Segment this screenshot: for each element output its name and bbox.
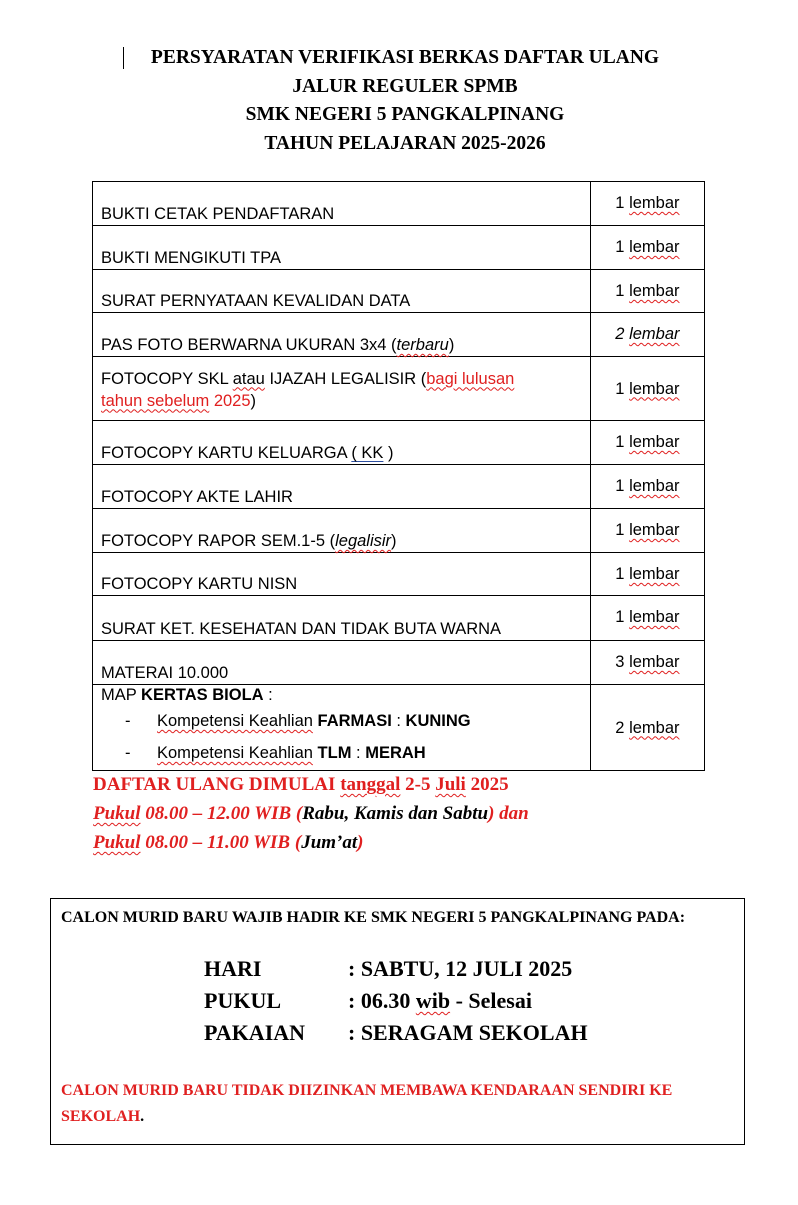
attendance-value-c: - Selesai <box>450 988 532 1013</box>
requirement-qty <box>590 182 704 226</box>
table-row <box>93 596 705 641</box>
requirement-qty <box>590 226 704 270</box>
qty-number: 1 <box>615 238 625 256</box>
schedule-dates: 2-5 <box>400 774 436 795</box>
attendance-value-b: wib <box>415 988 451 1013</box>
schedule-year: 2025 <box>465 774 509 795</box>
item-text-end: ) <box>391 532 397 550</box>
requirements-table <box>92 181 705 771</box>
attendance-key: PUKUL <box>204 988 281 1013</box>
qty-number: 1 <box>615 477 625 495</box>
map-option-label: Kompetensi Keahlian <box>157 744 313 762</box>
item-text: BUKTI MENGIKUTI TPA <box>101 249 281 267</box>
attendance-row <box>204 953 588 985</box>
table-row <box>93 421 705 465</box>
item-text: SURAT KET. KESEHATAN DAN TIDAK BUTA WARNA <box>101 620 502 638</box>
item-text: FOTOCOPY KARTU NISN <box>101 575 298 593</box>
item-text-mid: IJAZAH LEGALISIR ( <box>264 369 427 388</box>
qty-number: 1 <box>615 565 625 583</box>
attendance-value: : SABTU, 12 JULI 2025 <box>348 956 573 981</box>
map-option-color: MERAH <box>365 744 426 762</box>
schedule-word: Pukul <box>93 803 141 824</box>
requirement-qty <box>590 270 704 313</box>
schedule-end: ) <box>357 832 364 853</box>
qty-number: 2 <box>615 718 625 737</box>
schedule-hours: 08.00 – 11.00 WIB ( <box>140 832 302 853</box>
map-option <box>101 705 590 737</box>
qty-number: 3 <box>615 653 625 671</box>
requirement-item <box>93 641 591 685</box>
qty-unit: lembar <box>629 477 680 495</box>
qty-unit: lembar <box>629 238 680 256</box>
table-row <box>93 641 705 685</box>
attendance-value-a: : 06.30 <box>348 988 416 1013</box>
requirement-qty <box>590 641 704 685</box>
attendance-box <box>50 898 745 1145</box>
requirement-item <box>93 357 591 421</box>
item-text-end: ) <box>383 444 394 462</box>
qty-unit: lembar <box>629 521 680 539</box>
requirement-qty <box>590 509 704 553</box>
attendance-details <box>204 953 588 1049</box>
item-text: FOTOCOPY RAPOR SEM.1-5 ( <box>101 532 336 550</box>
requirement-item <box>93 270 591 313</box>
qty-unit: lembar <box>629 433 680 451</box>
schedule-line-2 <box>93 799 529 828</box>
qty-unit: lembar <box>629 194 680 212</box>
dash-bullet: - <box>125 712 131 730</box>
qty-number: 1 <box>615 194 625 212</box>
schedule-days: Rabu, Kamis dan Sabtu <box>302 803 489 824</box>
attendance-key: PAKAIAN <box>204 1020 306 1045</box>
requirement-qty <box>590 465 704 509</box>
requirement-item <box>93 182 591 226</box>
item-note: legalisir <box>335 532 392 550</box>
requirement-item <box>93 313 591 357</box>
map-bold: KERTAS BIOLA <box>141 686 264 704</box>
requirement-qty <box>590 357 704 421</box>
requirement-item <box>93 226 591 270</box>
map-option-program: FARMASI <box>317 712 392 730</box>
table-row <box>93 465 705 509</box>
schedule-word: Pukul <box>93 832 141 853</box>
map-option-color: KUNING <box>405 712 471 730</box>
title-line-4: TAHUN PELAJARAN 2025-2026 <box>264 132 546 154</box>
requirement-qty <box>590 685 704 771</box>
schedule-month: Juli <box>435 774 466 795</box>
qty-number: 1 <box>615 433 625 451</box>
table-row <box>93 509 705 553</box>
requirement-qty <box>590 313 704 357</box>
schedule-notice <box>93 770 529 857</box>
attendance-row <box>204 985 588 1017</box>
requirement-item <box>93 421 591 465</box>
attendance-heading: CALON MURID BARU WAJIB HADIR KE SMK NEGERI 5 PANGKALPINANG PADA: <box>61 909 686 926</box>
table-row <box>93 270 705 313</box>
requirement-qty <box>590 596 704 641</box>
qty-number: 1 <box>615 379 625 398</box>
qty-number: 1 <box>615 608 625 626</box>
item-text-or: atau <box>232 369 265 388</box>
requirement-item-map <box>93 685 591 771</box>
qty-unit: lembar <box>629 608 680 626</box>
requirement-item <box>93 553 591 596</box>
qty-number: 1 <box>615 521 625 539</box>
warning-text: CALON MURID BARU TIDAK DIIZINKAN MEMBAWA KENDARAAN SENDIRI KE SEKOLAH <box>61 1082 673 1125</box>
map-option-sep: : <box>391 712 406 730</box>
dash-bullet: - <box>125 744 131 762</box>
qty-unit: lembar <box>629 565 680 583</box>
table-row <box>93 182 705 226</box>
requirement-item <box>93 596 591 641</box>
map-option-sep: : <box>351 744 366 762</box>
map-title <box>101 685 590 705</box>
item-text: FOTOCOPY AKTE LAHIR <box>101 488 293 506</box>
qty-unit: lembar <box>629 379 680 398</box>
schedule-line-3 <box>93 828 529 857</box>
map-prefix: MAP <box>101 686 142 704</box>
schedule-line-1 <box>93 770 529 799</box>
qty-unit: lembar <box>629 325 680 343</box>
warning-period: . <box>140 1108 145 1125</box>
requirement-item <box>93 509 591 553</box>
item-text: BUKTI CETAK PENDAFTARAN <box>101 205 335 223</box>
requirement-qty <box>590 421 704 465</box>
map-option <box>101 737 590 769</box>
schedule-text: DAFTAR ULANG DIMULAI <box>93 774 341 795</box>
title-line-1: PERSYARATAN VERIFIKASI BERKAS DAFTAR ULANG <box>150 47 660 68</box>
item-text: FOTOCOPY KARTU KELUARGA <box>101 444 352 462</box>
schedule-word: tanggal <box>340 774 401 795</box>
item-note: terbaru <box>396 336 449 354</box>
item-text: PAS FOTO BERWARNA UKURAN 3x4 ( <box>101 336 397 354</box>
map-option-program: TLM <box>317 744 352 762</box>
schedule-end: ) dan <box>488 803 529 824</box>
qty-unit: lembar <box>629 653 680 671</box>
title-line-2: JALUR REGULER SPMB <box>292 75 518 97</box>
schedule-days: Jum’at <box>301 832 358 853</box>
item-text: SURAT PERNYATAAN KEVALIDAN DATA <box>101 292 411 310</box>
requirement-qty <box>590 553 704 596</box>
attendance-key: HARI <box>204 956 262 981</box>
vehicle-warning <box>61 1078 721 1130</box>
qty-unit: lembar <box>629 718 680 737</box>
attendance-value: : SERAGAM SEKOLAH <box>348 1020 588 1045</box>
table-row-map <box>93 685 705 771</box>
item-note-cont: tahun sebelum <box>101 391 210 410</box>
table-row <box>93 226 705 270</box>
item-text-end: ) <box>250 391 257 410</box>
attendance-value <box>348 985 532 1017</box>
table-row <box>93 357 705 421</box>
item-text: MATERAI 10.000 <box>101 664 229 682</box>
schedule-hours: 08.00 – 12.00 WIB ( <box>140 803 303 824</box>
document-title <box>0 44 798 158</box>
title-line-3: SMK NEGERI 5 PANGKALPINANG <box>245 104 565 125</box>
table-row <box>93 313 705 357</box>
item-note-year: 2025 <box>209 391 251 410</box>
qty-number: 1 <box>615 282 625 300</box>
qty-number: 2 <box>615 325 625 343</box>
qty-unit: lembar <box>629 282 680 300</box>
map-suffix: : <box>263 686 273 704</box>
attendance-row <box>204 1017 588 1049</box>
requirement-item <box>93 465 591 509</box>
item-note: bagi lulusan <box>426 369 515 388</box>
map-option-label: Kompetensi Keahlian <box>157 712 313 730</box>
item-text: FOTOCOPY SKL <box>101 369 233 388</box>
item-abbrev: ( KK <box>351 444 384 462</box>
table-row <box>93 553 705 596</box>
item-text-end: ) <box>448 336 455 354</box>
